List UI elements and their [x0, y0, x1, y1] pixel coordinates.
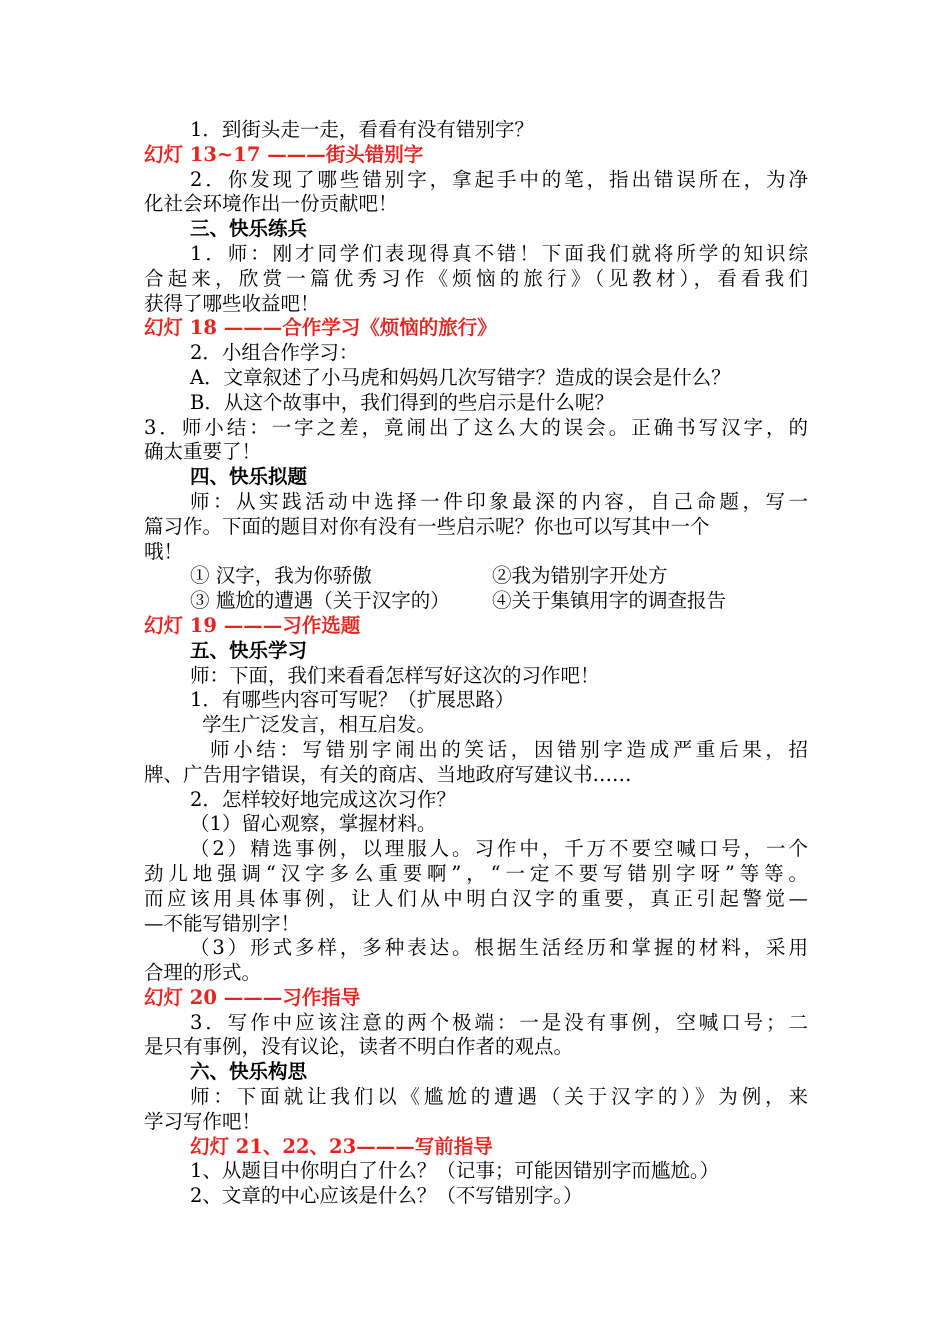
paragraph: 1．到街头走一走，看看有没有错别字？ — [190, 118, 534, 141]
paragraph: 篇习作。下面的题目对你有没有一些启示呢？你也可以写其中一个 — [144, 514, 710, 538]
document-body — [144, 118, 808, 1209]
paragraph: 化社会环境作出一份贡献吧！ — [144, 192, 398, 216]
paragraph: 师：下面就让我们以《尴尬的遭遇（关于汉字的）》为例，来 — [190, 1085, 808, 1109]
paragraph: 3．师小结：一字之差，竟闹出了这么大的误会。正确书写汉字，的 — [144, 415, 808, 439]
paragraph: （2）精选事例，以理服人。习作中，千万不要空喊口号，一个 — [190, 837, 808, 861]
topic-option-2: ②我为错别字开处方 — [492, 564, 668, 588]
section-heading: 六、快乐构思 — [190, 1060, 308, 1084]
paragraph: 1．师：刚才同学们表现得真不错！下面我们就将所学的知识综 — [190, 241, 808, 265]
topic-options-row — [144, 589, 808, 614]
paragraph: 哦！ — [144, 539, 184, 563]
slide-heading: 幻灯 13~17 ———街头错别字 — [144, 142, 424, 166]
topic-option-3: ③ 尴尬的遭遇（关于汉字的） — [190, 589, 450, 613]
paragraph: 学习写作吧！ — [144, 1109, 262, 1133]
paragraph: （1）留心观察，掌握材料。 — [190, 812, 437, 836]
paragraph: 获得了哪些收益吧！ — [144, 291, 320, 315]
paragraph: 而应该用具体事例，让人们从中明白汉字的重要，真正引起警觉— — [144, 886, 808, 910]
paragraph: 1、从题目中你明白了什么？（记事；可能因错别字而尴尬。） — [190, 1159, 720, 1183]
paragraph: 2、文章的中心应该是什么？（不写错别字。） — [190, 1184, 583, 1208]
paragraph: 牌、广告用字错误，有关的商店、当地政府写建议书…… — [144, 762, 632, 786]
topic-option-1: ① 汉字，我为你骄傲 — [190, 564, 372, 588]
topic-options-row — [144, 564, 808, 589]
question-a: A．文章叙述了小马虎和妈妈几次写错字？造成的误会是什么？ — [190, 365, 731, 389]
paragraph: 师：从实践活动中选择一件印象最深的内容，自己命题，写一 — [190, 489, 808, 513]
paragraph: 3．写作中应该注意的两个极端：一是没有事例，空喊口号；二 — [190, 1010, 808, 1034]
paragraph: 师小结：写错别字闹出的笑话，因错别字造成严重后果，招 — [210, 737, 808, 761]
slide-heading: 幻灯 21、22、23———写前指导 — [190, 1134, 493, 1158]
paragraph: —不能写错别字！ — [144, 911, 301, 935]
slide-heading: 幻灯 18 ———合作学习《烦恼的旅行》 — [144, 316, 497, 340]
slide-heading: 幻灯 20 ———习作指导 — [144, 985, 361, 1009]
paragraph: 是只有事例，没有议论，读者不明白作者的观点。 — [144, 1035, 574, 1059]
section-heading: 五、快乐学习 — [190, 638, 308, 662]
question-b: B．从这个故事中，我们得到的些启示是什么呢？ — [190, 390, 614, 414]
paragraph: 合理的形式。 — [144, 961, 262, 985]
topic-option-4: ④关于集镇用字的调查报告 — [492, 589, 727, 613]
paragraph: 劲儿地强调“汉字多么重要啊”，“一定不要写错别字呀”等等。 — [144, 861, 808, 885]
paragraph: 学生广泛发言，相互启发。 — [202, 713, 437, 737]
section-heading: 四、快乐拟题 — [190, 465, 308, 489]
paragraph: 合起来，欣赏一篇优秀习作《烦恼的旅行》（见教材），看看我们 — [144, 266, 808, 290]
paragraph: 2．怎样较好地完成这次习作？ — [190, 787, 456, 811]
paragraph: 师：下面，我们来看看怎样写好这次的习作吧！ — [190, 663, 600, 687]
paragraph: 2．你发现了哪些错别字，拿起手中的笔，指出错误所在，为净 — [190, 167, 808, 191]
paragraph: 1．有哪些内容可写呢？（扩展思路） — [190, 688, 515, 712]
paragraph: 2．小组合作学习： — [190, 341, 359, 365]
paragraph: 确太重要了！ — [144, 440, 262, 464]
paragraph: （3）形式多样，多种表达。根据生活经历和掌握的材料，采用 — [190, 936, 808, 960]
section-heading: 三、快乐练兵 — [190, 217, 308, 241]
slide-heading: 幻灯 19 ———习作选题 — [144, 613, 361, 637]
